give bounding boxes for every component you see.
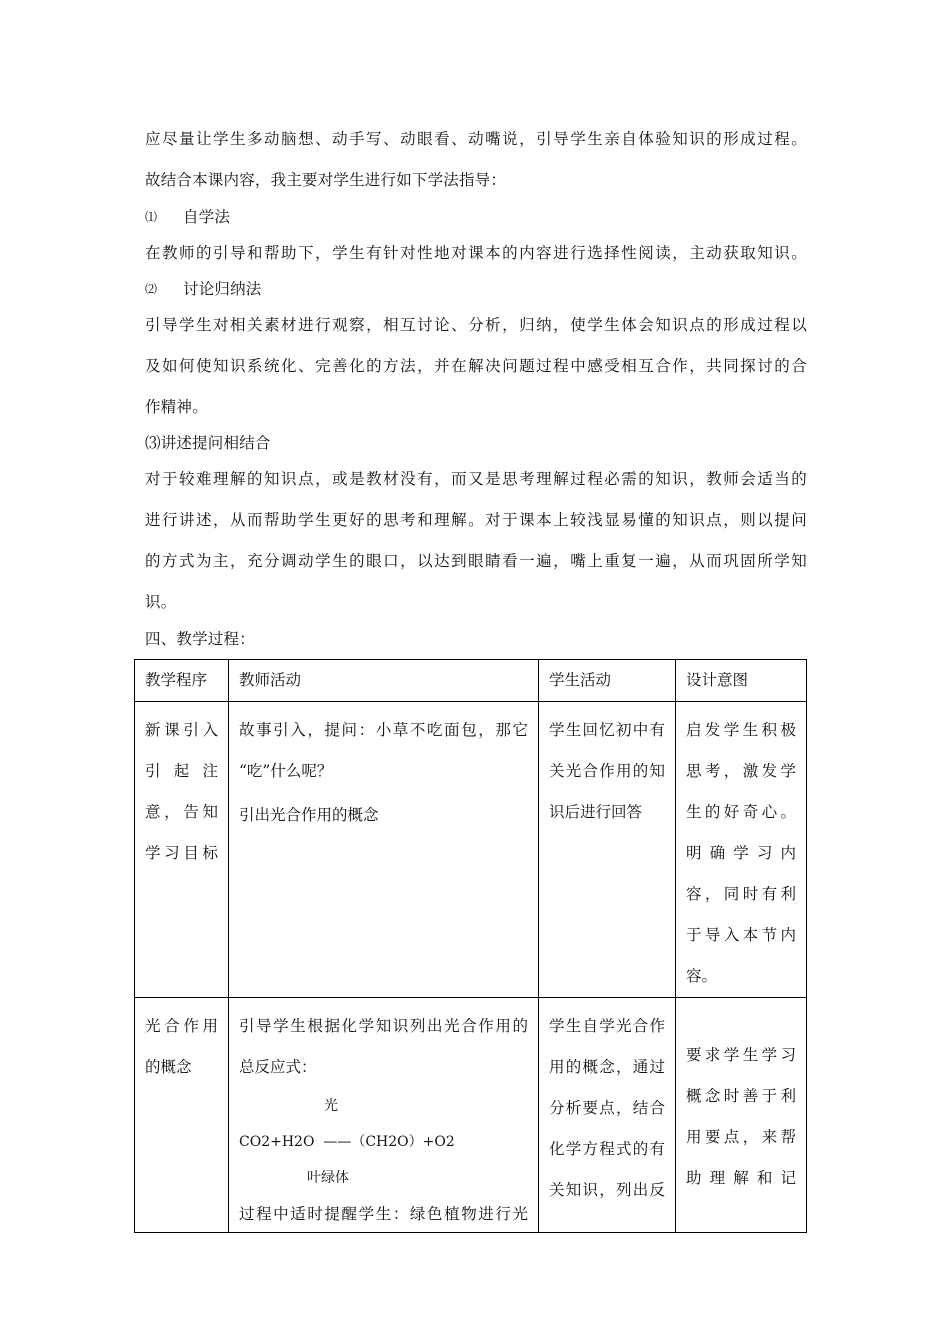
paragraph-line: 引导学生对相关素材进行观察，相互讨论、分析，归纳，使学生体会知识点的形成过程以 <box>145 316 807 334</box>
program-cell <box>135 702 229 998</box>
teaching-process-table <box>134 659 807 1233</box>
cell-line: 识后进行回答 <box>549 803 643 821</box>
item-number: ⑴ <box>145 210 158 224</box>
paragraph-line: 在教师的引导和帮助下，学生有针对性地对课本的内容进行选择性阅读，主动获取知识。 <box>145 244 807 262</box>
teacher-activity-cell <box>229 998 539 1233</box>
item-number: ⑵ <box>145 282 158 296</box>
table-header-row <box>135 660 807 702</box>
paragraph-line: 故结合本课内容，我主要对学生进行如下学法指导： <box>145 171 507 189</box>
cell-line: 启发学生积极 <box>686 721 796 739</box>
cell-line: 于导入本节内 <box>686 926 796 944</box>
cell-line: 思考，激发学 <box>686 762 796 780</box>
header-cell: 设计意图 <box>676 660 807 702</box>
header-cell: 学生活动 <box>539 660 676 702</box>
header-cell: 教师活动 <box>229 660 539 702</box>
cell-line: 生的好奇心。 <box>686 803 796 821</box>
cell-line: 用的概念，通过 <box>549 1058 665 1076</box>
program-cell <box>135 998 229 1233</box>
paragraph-line: 应尽量让学生多动脑想、动手写、动眼看、动嘴说，引导学生亲自体验知识的形成过程。 <box>145 130 807 148</box>
method-heading-1 <box>145 205 230 227</box>
method-heading-2 <box>145 277 262 299</box>
table-row <box>135 998 807 1233</box>
cell-line: 容。 <box>686 967 718 985</box>
cell-line: 新课引入 <box>145 721 218 739</box>
paragraph-line: 作精神。 <box>145 398 208 416</box>
cell-line: 学生回忆初中有 <box>549 721 665 739</box>
student-activity-cell <box>539 998 676 1233</box>
cell-line: 要求学生学习 <box>686 1046 796 1064</box>
photosynthesis-equation: CO2+H2O ——（CH2O）+O2 <box>239 1134 455 1150</box>
header-cell: 教学程序 <box>135 660 229 702</box>
cell-line: 学生自学光合作 <box>549 1017 665 1035</box>
cell-line: 关光合作用的知 <box>549 762 665 780</box>
cell-line: “吃”什么呢？ <box>239 762 333 780</box>
design-intent-cell <box>676 998 807 1233</box>
equation-condition-light: 光 <box>324 1098 338 1114</box>
cell-line: 分析要点，结合 <box>549 1099 665 1117</box>
cell-line: 容，同时有利 <box>686 885 796 903</box>
cell-line: 光合作用 <box>145 1017 218 1035</box>
cell-line: 用要点，来帮 <box>686 1128 796 1146</box>
paragraph-line: 及如何使知识系统化、完善化的方法，并在解决问题过程中感受相互合作，共同探讨的合 <box>145 357 807 375</box>
method-title: 讨论归纳法 <box>183 280 262 298</box>
cell-line: 概念时善于利 <box>686 1087 796 1105</box>
paragraph-line: 识。 <box>145 593 177 611</box>
equation-condition-chlorophyll: 叶绿体 <box>307 1170 349 1186</box>
paragraph-line: 对于较难理解的知识点，或是教材没有，而又是思考理解过程必需的知识，教师会适当的 <box>145 470 807 488</box>
cell-line: 化学方程式的有 <box>549 1140 665 1158</box>
student-activity-cell <box>539 702 676 998</box>
teacher-activity-cell <box>229 702 539 998</box>
cell-line: 学习目标 <box>145 844 218 862</box>
design-intent-cell <box>676 702 807 998</box>
cell-line: 引导学生根据化学知识列出光合作用的 <box>239 1017 528 1035</box>
paragraph-line: 进行讲述，从而帮助学生更好的思考和理解。对于课本上较浅显易懂的知识点，则以提问 <box>145 511 807 529</box>
cell-line: 助 理 解 和 记 <box>686 1169 796 1187</box>
cell-line: 意，告知 <box>145 803 218 821</box>
table-row <box>135 702 807 998</box>
method-title: 自学法 <box>183 208 231 226</box>
cell-line: 引 起 注 <box>145 762 218 780</box>
cell-line: 的概念 <box>145 1058 192 1076</box>
cell-line: 明 确 学 习 内 <box>686 844 796 862</box>
method-heading-3: ⑶讲述提问相结合 <box>145 434 271 452</box>
paragraph-line: 的方式为主，充分调动学生的眼口，以达到眼睛看一遍，嘴上重复一遍，从而巩固所学知 <box>145 552 807 570</box>
section-heading: 四、教学过程： <box>145 630 255 648</box>
cell-line: 引出光合作用的概念 <box>239 806 379 824</box>
cell-line: 总反应式： <box>239 1058 317 1076</box>
cell-line: 过程中适时提醒学生：绿色植物进行光 <box>239 1205 528 1223</box>
cell-line: 故事引入，提问：小草不吃面包，那它 <box>239 721 528 739</box>
cell-line: 关知识，列出反 <box>549 1181 665 1199</box>
